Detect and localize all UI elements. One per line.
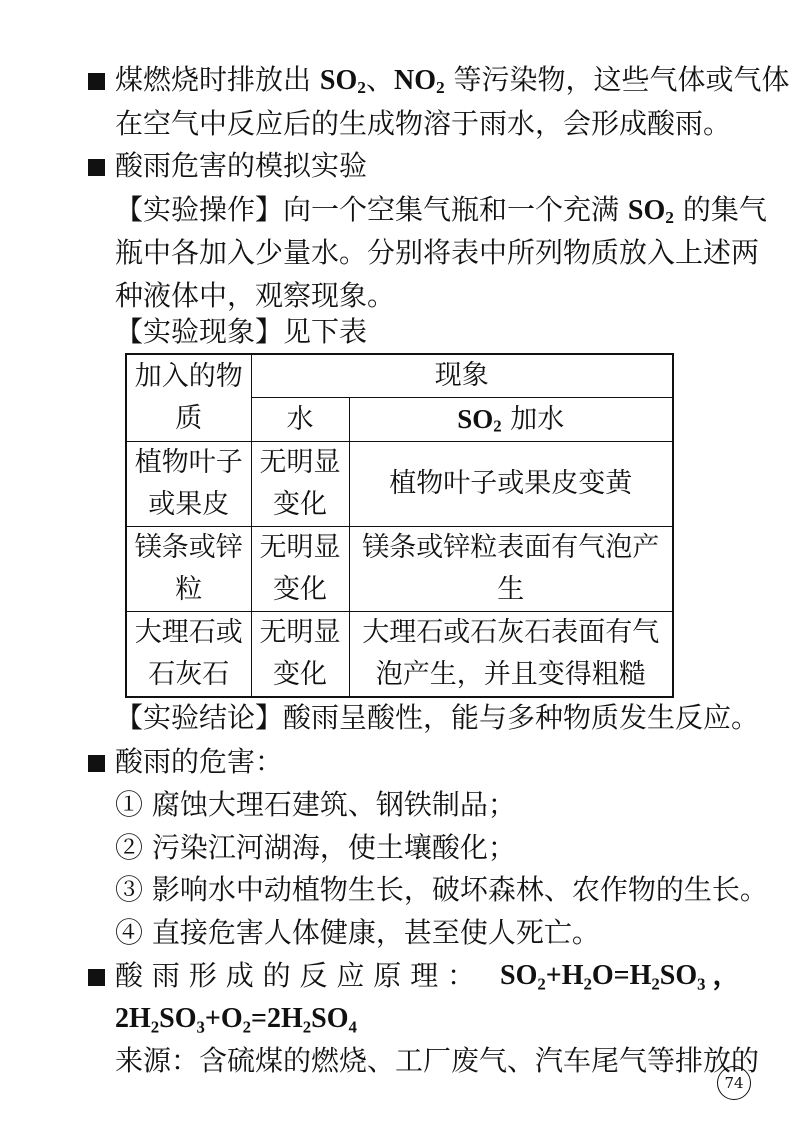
text-segment: 【实验结论】酸雨呈酸性，能与多种物质发生反应。	[115, 701, 760, 734]
table-cell-so2: 镁条或锌粒表面有气泡产生	[349, 527, 673, 612]
text-segment: 【实验现象】见下表	[115, 315, 368, 348]
text-segment: 的集气	[673, 193, 767, 226]
bullet-square-icon	[88, 755, 105, 772]
heading-text: 酸 雨 形 成 的 反 应 原 理 ：	[115, 959, 476, 992]
equation-2: 2H₂SO₃+O₂=2H₂SO₄	[115, 1003, 357, 1034]
table-row	[126, 527, 673, 612]
text-segment: ③ 影响水中动植物生长，破坏森林、农作物的生长。	[115, 873, 768, 906]
formula-subscript: 2	[435, 77, 445, 97]
text-segment: 加水	[501, 404, 565, 435]
table-header-so2	[349, 398, 673, 442]
equation-1: SO₂+H₂O=H₂SO₃ ，	[500, 960, 741, 991]
formula-text: NO	[393, 65, 436, 96]
page-number: 74	[717, 1066, 751, 1100]
table-header-phenomenon: 现象	[251, 354, 673, 398]
formula-subscript: 2	[357, 77, 366, 97]
text-segment: 等污染物，这些气体或气体	[444, 63, 790, 96]
table-cell-so2: 大理石或石灰石表面有气泡产生，并且变得粗糙	[349, 612, 673, 698]
table-cell-so2: 植物叶子或果皮变黄	[349, 442, 673, 527]
text-segment: ④ 直接危害人体健康，甚至使人死亡。	[115, 916, 600, 949]
formula-text: SO	[627, 195, 666, 226]
table-cell-material: 镁条或锌粒	[126, 527, 251, 612]
formula-text: SO	[319, 65, 358, 96]
table-cell-material: 植物叶子或果皮	[126, 442, 251, 527]
bullet-square-icon	[88, 159, 105, 176]
bullet-square-icon	[88, 969, 105, 986]
table-cell-water: 无明显变化	[251, 612, 349, 698]
formula-text: SO	[457, 404, 494, 434]
text-segment: ① 腐蚀大理石建筑、钢铁制品；	[115, 788, 516, 821]
table-cell-water: 无明显变化	[251, 527, 349, 612]
experiment-table	[125, 353, 674, 698]
table-cell-water: 无明显变化	[251, 442, 349, 527]
formula-subscript: 2	[493, 416, 502, 436]
table-header-material: 加入的物质	[126, 354, 251, 442]
formula-no2	[394, 65, 445, 96]
table-header-row	[126, 354, 673, 398]
formula-so2	[320, 65, 366, 96]
heading-text: 酸雨的危害：	[115, 745, 284, 778]
text-segment: 【实验操作】向一个空集气瓶和一个充满	[115, 193, 628, 226]
text-segment: 来源：含硫煤的燃烧、工厂废气、汽车尾气等排放的	[115, 1044, 760, 1077]
text-segment: 在空气中反应后的生成物溶于雨水，会形成酸雨。	[115, 107, 732, 140]
formula-so2	[457, 404, 501, 434]
text-segment: 、	[365, 63, 394, 96]
table-row	[126, 442, 673, 527]
formula-so2	[628, 195, 674, 226]
text-segment: 种液体中，观察现象。	[115, 279, 396, 312]
bullet-square-icon	[88, 73, 105, 90]
formula-subscript: 2	[665, 207, 674, 227]
text-segment: 煤燃烧时排放出	[115, 63, 320, 96]
text-segment: ② 污染江河湖海，使土壤酸化；	[115, 831, 516, 864]
table-cell-material: 大理石或石灰石	[126, 612, 251, 698]
table-row	[126, 612, 673, 698]
text-segment: 瓶中各加入少量水。分别将表中所列物质放入上述两	[115, 236, 760, 269]
heading-text: 酸雨危害的模拟实验	[115, 149, 368, 182]
table-header-water: 水	[251, 398, 349, 442]
